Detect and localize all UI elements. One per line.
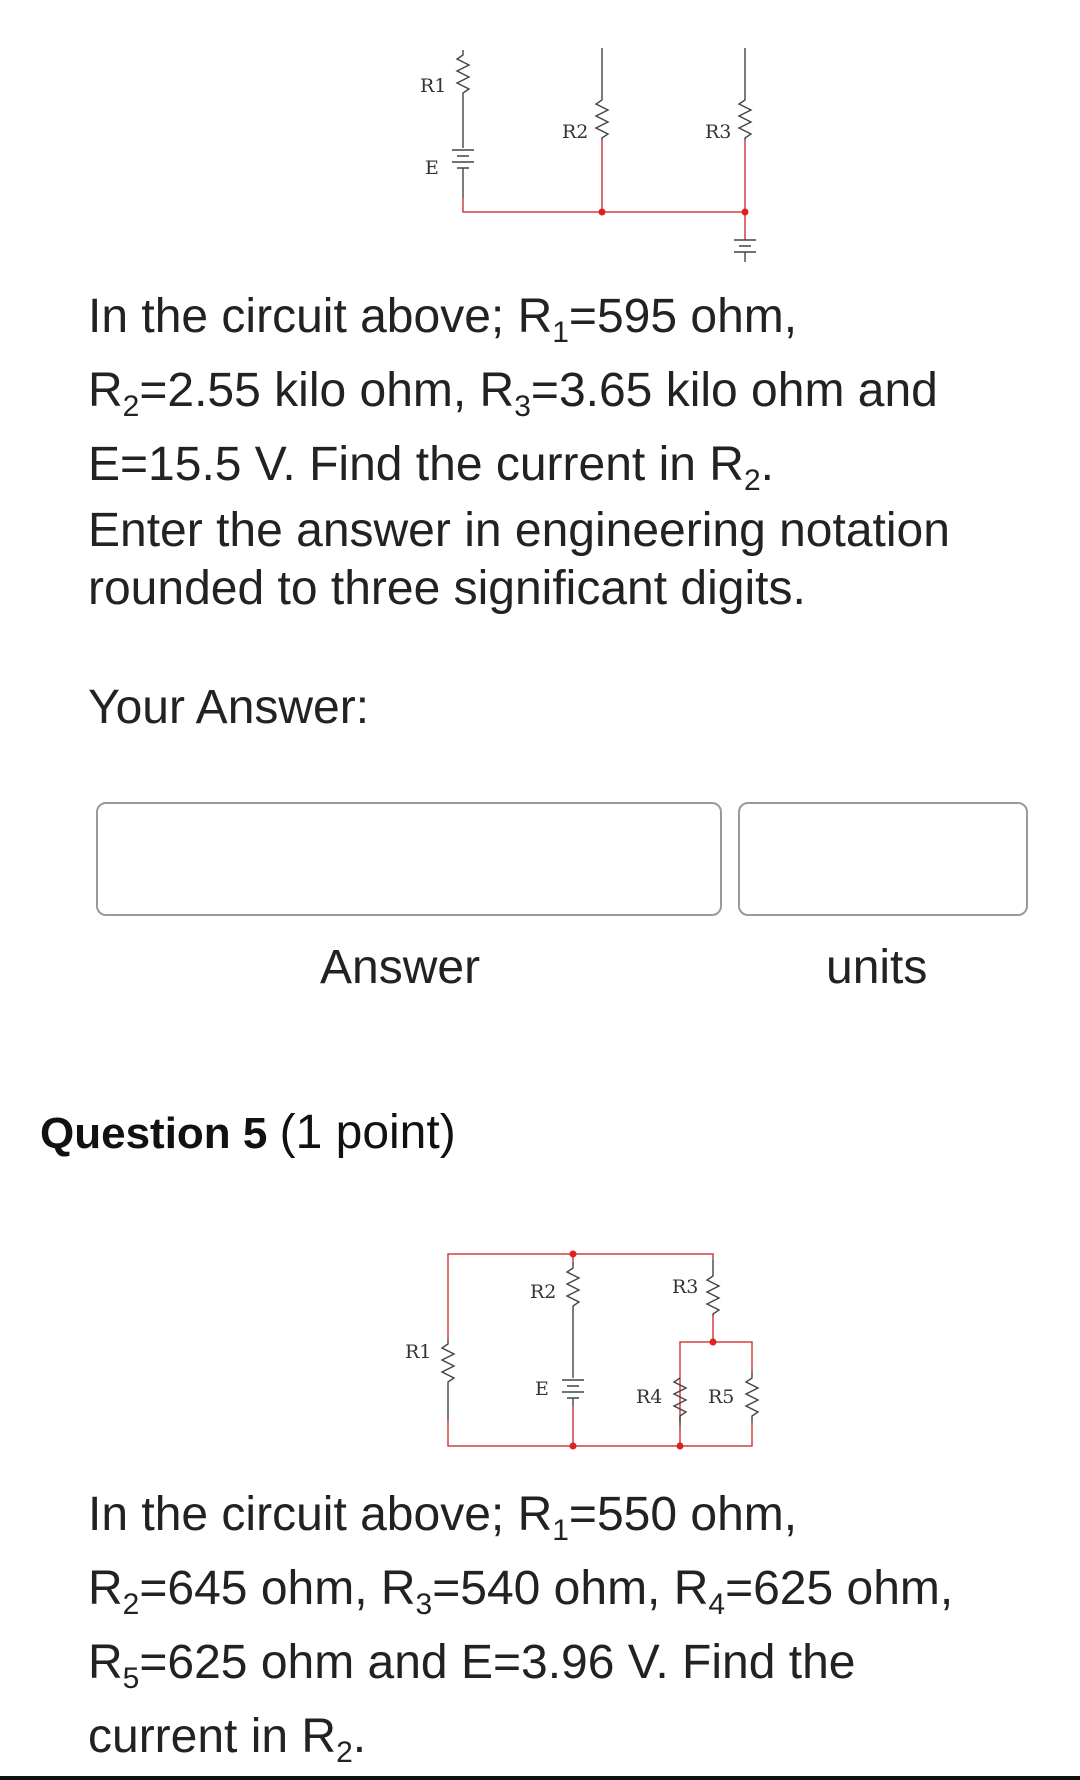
q5-circuit-diagram (380, 1240, 780, 1470)
q5-node-bottom-r4 (677, 1443, 684, 1450)
q4-instructions (88, 502, 950, 618)
q4-e-battery (452, 150, 474, 198)
q5-node-top (570, 1251, 577, 1258)
q4-ground-battery (734, 240, 756, 262)
q4-r2-resistor (596, 48, 608, 140)
q5-r1-resistor (442, 1340, 454, 1420)
q5-problem-line3: $R_5=625$ ohm and E=3.96 V. Find the (88, 1636, 856, 1695)
q4-instruction-line2: rounded to three significant digits. (88, 562, 806, 615)
q5-problem-text (88, 1478, 953, 1774)
q5-label-r1: R1 (405, 1341, 432, 1363)
q4-instruction-line1: Enter the answer in engineering notation (88, 504, 950, 557)
question5-points: (1 point) (279, 1106, 456, 1159)
q5-e-battery (562, 1380, 584, 1406)
q5-label-r5: R5 (708, 1386, 735, 1408)
q5-problem-line1: In the circuit above; $R_1=550$ ohm, (88, 1488, 798, 1547)
q5-bottom-wire (448, 1420, 752, 1446)
q4-r1-resistor (457, 50, 469, 148)
q4-node-r2 (599, 209, 606, 216)
q5-problem-line4: current in $R_2$. (88, 1710, 367, 1769)
q5-r5-resistor (746, 1372, 758, 1422)
q4-r3-resistor (739, 48, 751, 140)
question5-heading (40, 1105, 456, 1160)
units-input[interactable] (738, 802, 1028, 916)
q5-label-r4: R4 (636, 1386, 663, 1408)
q4-label-r3: R3 (705, 121, 732, 143)
question5-title: Question 5 (40, 1109, 268, 1158)
q4-problem-line2: $R_2=2.55$ kilo ohm, $R_3=3.65$ kilo ohm and (88, 364, 938, 423)
q5-label-r3: R3 (672, 1276, 699, 1298)
q4-label-r2: R2 (562, 121, 589, 143)
q5-parallel-wire (680, 1342, 752, 1422)
q5-node-r3 (710, 1339, 717, 1346)
q4-problem-line3: E=15.5 V. Find the current in $R_2$. (88, 438, 774, 497)
answer-input[interactable] (96, 802, 722, 916)
q4-node-r3 (742, 209, 749, 216)
q5-problem-line2: $R_2=645$ ohm, $R_3=540$ ohm, $R_4=625$ ohm, (88, 1562, 954, 1621)
q5-node-bottom-e (570, 1443, 577, 1450)
q5-label-e: E (535, 1378, 549, 1400)
your-answer-label: Your Answer: (88, 681, 370, 734)
bottom-divider (0, 1776, 1080, 1780)
q4-circuit-svg (400, 40, 770, 270)
q4-circuit-diagram (400, 40, 770, 270)
q5-r2-resistor (567, 1262, 579, 1378)
units-field-label: units (826, 941, 928, 994)
answer-field-label: Answer (320, 941, 481, 994)
q4-label-e: E (425, 157, 439, 179)
q4-problem-text (88, 280, 938, 502)
q5-r3-resistor (707, 1260, 719, 1316)
q5-label-r2: R2 (530, 1281, 557, 1303)
q4-problem-line1: In the circuit above; $R_1=595$ ohm, (88, 290, 798, 349)
q4-label-r1: R1 (420, 75, 447, 97)
q5-circuit-svg (380, 1240, 780, 1470)
